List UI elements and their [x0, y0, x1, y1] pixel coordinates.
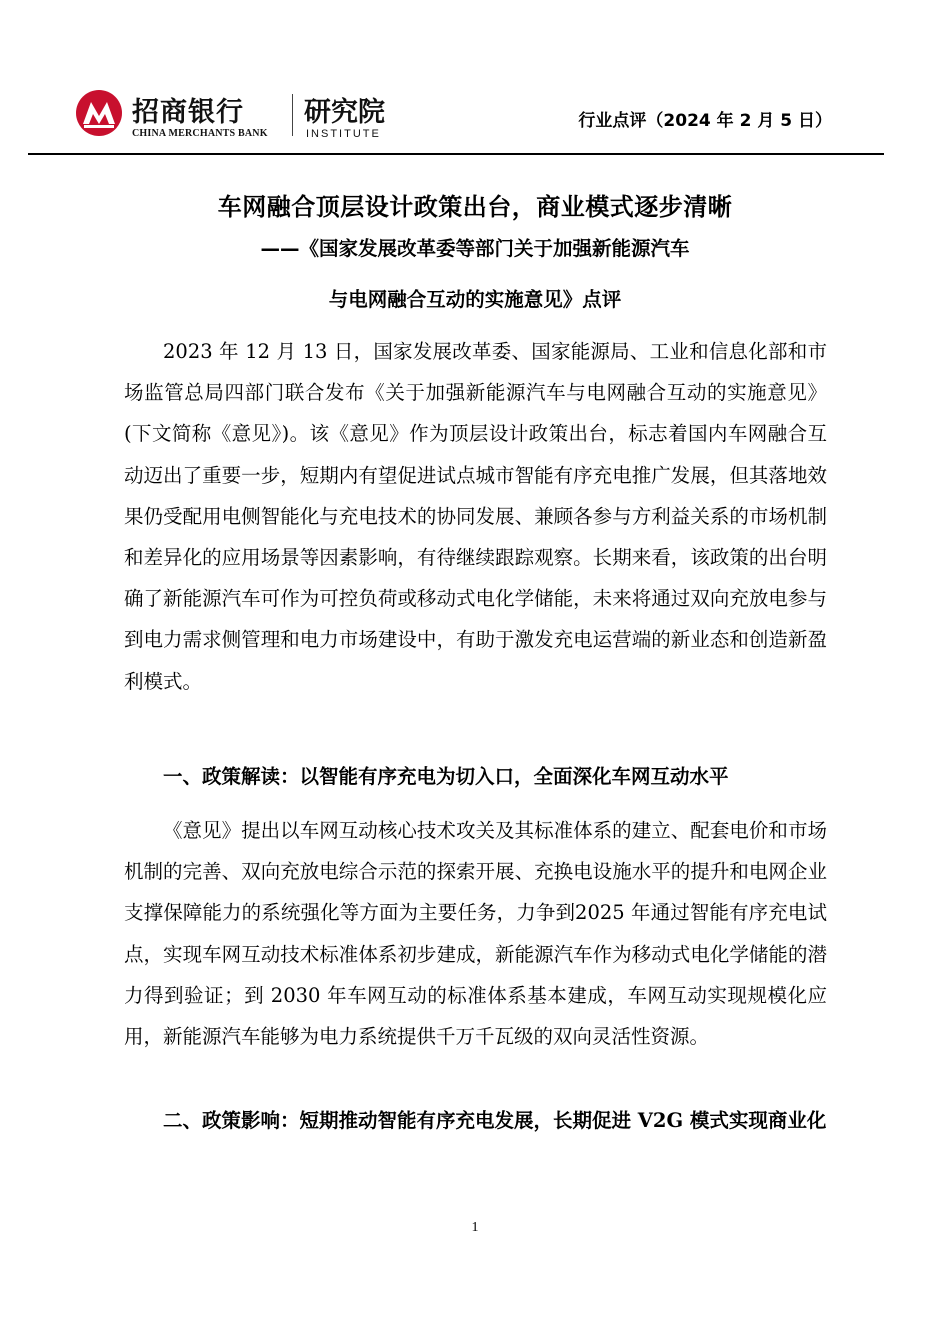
bank-name-cn: 招商银行 [132, 97, 244, 128]
institute-name-en: INSTITUTE [306, 128, 381, 140]
document-subtitle-line1: ——《国家发展改革委等部门关于加强新能源汽车 [260, 237, 690, 260]
page-header [28, 88, 884, 152]
header-divider [28, 153, 884, 155]
logo-divider [292, 94, 293, 136]
page-number: 1 [471, 1220, 479, 1235]
section-1-paragraph: 《意见》提出以车网互动核心技术攻关及其标准体系的建立、配套电价和市场机制的完善、双向充放电综合示范的探索开展、充换电设施水平的提升和电网企业支撑保障能力的系统强化等方面为主要任务，力争到2025 年通过智能有序充电试点，实现车网互动技术标准体系初步建成，新能源汽车作为移动式电化学储能的潜力得到验证；到 2030 年车网互动的标准体系基本建成，车网互动实现规模化应用，新能源汽车能够为电力系统提供千万千瓦级的双向灵活性资源。 [124, 819, 827, 1049]
intro-paragraph: 2023 年 12 月 13 日，国家发展改革委、国家能源局、工业和信息化部和市场监管总局四部门联合发布《关于加强新能源汽车与电网融合互动的实施意见》(下文简称《意见》)。该《意见》作为顶层设计政策出台，标志着国内车网融合互动迈出了重要一步，短期内有望促进试点城市智能有序充电推广发展，但其落地效果仍受配用电侧智能化与充电技术的协同发展、兼顾各参与方利益关系的市场机制和差异化的应用场景等因素影响，有待继续跟踪观察。长期来看，该政策的出台明确了新能源汽车可作为可控负荷或移动式电化学储能，未来将通过双向充放电参与到电力需求侧管理和电力市场建设中，有助于激发充电运营端的新业态和创造新盈利模式。 [124, 340, 827, 693]
bank-name-en: CHINA MERCHANTS BANK [132, 128, 268, 139]
section-heading-1: 一、政策解读：以智能有序充电为切入口，全面深化车网互动水平 [163, 765, 729, 788]
report-type-date: 行业点评（2024 年 2 月 5 日） [578, 111, 832, 131]
cmb-logo-icon [74, 88, 124, 138]
institute-name-cn: 研究院 [304, 97, 385, 128]
document-title: 车网融合顶层设计政策出台，商业模式逐步清晰 [217, 193, 733, 221]
section-heading-2: 二、政策影响：短期推动智能有序充电发展，长期促进 V2G 模式实现商业化 [163, 1109, 827, 1132]
document-subtitle-line2: 与电网融合互动的实施意见》点评 [328, 288, 622, 311]
